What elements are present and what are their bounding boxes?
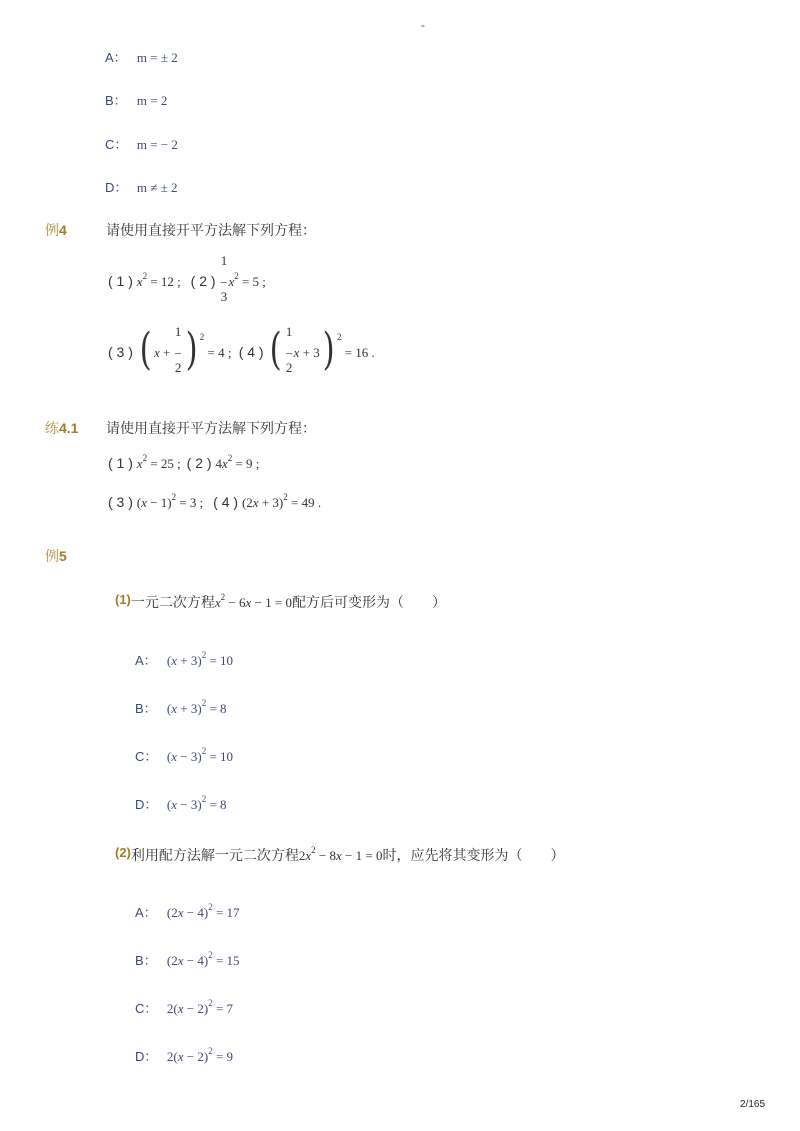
practice-4-1-line-1 (108, 452, 260, 472)
option-sign: + (180, 653, 188, 668)
sub-question-text-post: 时，应先将其变形为（ ） (382, 847, 565, 863)
part-label: ( 3 ) (108, 494, 133, 510)
equation-rhs: = 5 ; (241, 274, 266, 289)
fraction-numerator: 1 (285, 324, 293, 339)
option-label: C： (135, 749, 158, 764)
example-tag: 例 (45, 222, 59, 238)
equation: $x^2 - 6x - 1 = 0$ (214, 591, 292, 610)
sub-question-text-pre: 一元二次方程 (130, 594, 215, 610)
option-rhs: = 15 (215, 953, 240, 968)
example-4-line-1 (108, 253, 266, 305)
option-rhs: = 8 (209, 701, 227, 716)
equation-rhs: = 4 ; (207, 344, 232, 360)
option-label: C： (105, 137, 128, 152)
sub-question-number: (1) (115, 592, 131, 607)
example-4-heading (45, 220, 67, 240)
example-4-prompt: 请使用直接开平方法解下列方程： (106, 222, 316, 238)
sub2-option-b[interactable] (135, 950, 240, 969)
option-rhs: = 7 (215, 1001, 234, 1016)
equation-rhs: = 25 ; (150, 456, 181, 471)
practice-tag: 练 (45, 420, 59, 436)
option-expr: $(x - 3)^2 = 10$ (166, 745, 234, 764)
equation-rhs: = 3 ; (179, 495, 204, 510)
sub1-option-d[interactable] (135, 794, 227, 813)
option-expr: m = 2 (136, 93, 168, 108)
equation: $x^2 = 12$ ; (136, 270, 181, 289)
option-expr: $2(x - 2)^2 = 9$ (166, 1045, 234, 1064)
option-label: D： (135, 797, 158, 812)
option-label: B： (135, 953, 157, 968)
option-label: A： (135, 653, 157, 668)
header-dash: - (421, 18, 425, 32)
option-label: A： (135, 905, 157, 920)
option-label: B： (135, 701, 157, 716)
sub-question-text-pre: 利用配方法解一元二次方程 (130, 847, 299, 863)
equation: $x^2 = 25$ ; (136, 452, 181, 471)
option-expr: $(2x - 4)^2 = 17$ (166, 901, 240, 920)
equation-rhs: = 49 . (291, 495, 322, 510)
part-label: ( 1 ) (108, 273, 133, 289)
option-sign: − (180, 749, 188, 764)
page-number: 2/165 (740, 1099, 766, 1110)
option-sign: − (180, 797, 188, 812)
sub1-option-b[interactable] (135, 698, 227, 717)
equation-rhs: = 12 ; (150, 274, 181, 289)
fraction-denominator: 2 (174, 360, 182, 375)
example-tag: 例 (45, 548, 59, 564)
example-4-line-2 (108, 324, 375, 376)
option-rhs: = 8 (209, 797, 227, 812)
part-label: ( 1 ) (108, 455, 133, 471)
option-rhs: = 17 (215, 905, 240, 920)
practice-4-1-prompt: 请使用直接开平方法解下列方程： (106, 420, 316, 436)
practice-number: 4.1 (59, 420, 79, 436)
option-label: D： (105, 180, 128, 195)
option-expr: $2(x - 2)^2 = 7$ (166, 997, 234, 1016)
sub-question-1 (115, 592, 446, 612)
option-rhs: = 10 (209, 749, 234, 764)
fraction: 1 − 2 (174, 324, 182, 375)
option-expr: $(x - 3)^2 = 8$ (166, 793, 227, 812)
option-rhs: = 10 (209, 653, 234, 668)
sub-question-text-post: 配方后可变形为（ ） (291, 594, 446, 610)
equation: ( x + 1 − 2 ) $^2$ = 4 ; (139, 324, 232, 375)
equation: $(x - 1)^2 = 3$ ; (136, 491, 204, 510)
part-label: ( 4 ) (213, 494, 239, 510)
fraction-denominator: 2 (285, 360, 293, 375)
example-number: 4 (59, 222, 67, 238)
example-5-heading (45, 546, 67, 566)
equation: $4x^2 = 9$ ; (215, 452, 260, 471)
option-c[interactable] (105, 134, 178, 153)
sub1-option-a[interactable] (135, 650, 233, 669)
fraction-denominator: 3 (220, 289, 228, 305)
option-label: A： (105, 50, 127, 65)
part-label: ( 4 ) (238, 343, 264, 360)
option-expr: $(2x - 4)^2 = 15$ (166, 949, 240, 968)
sub2-option-d[interactable] (135, 1046, 233, 1065)
fraction-numerator: 1 (174, 324, 182, 339)
practice-4-1-heading (45, 418, 78, 438)
option-rhs: = 9 (215, 1049, 234, 1064)
part-label: ( 2 ) (186, 455, 212, 471)
sub2-option-a[interactable] (135, 902, 240, 921)
option-expr: m ≠ ± 2 (136, 180, 178, 195)
option-b[interactable] (105, 90, 167, 109)
option-label: D： (135, 1049, 158, 1064)
option-label: B： (105, 93, 127, 108)
option-a[interactable] (105, 47, 178, 66)
option-expr: m = − 2 (136, 137, 178, 152)
equation: $(2x + 3)^2 = 49$ . (241, 491, 322, 510)
part-label: ( 2 ) (190, 273, 216, 289)
option-sign: + (180, 701, 188, 716)
sub-question-number: (2) (115, 845, 131, 860)
equation: $2x^2 - 8x - 1 = 0$ (298, 844, 383, 863)
sub2-option-c[interactable] (135, 998, 233, 1017)
sub-question-2 (115, 845, 564, 865)
equation: 1 − 3 $x^2 = 5$ ; (220, 253, 266, 305)
option-expr: $(x + 3)^2 = 8$ (166, 697, 227, 716)
option-expr: $(x + 3)^2 = 10$ (166, 649, 234, 668)
equation-rhs: = 9 ; (235, 456, 260, 471)
equation: ( 1 − 2 x + 3) $^2$ = 16 . (270, 324, 375, 375)
fraction: 1 − 2 (285, 324, 293, 375)
option-expr: m = ± 2 (136, 50, 178, 65)
fraction-numerator: 1 (220, 253, 228, 269)
part-label: ( 3 ) (108, 343, 133, 360)
practice-4-1-line-2 (108, 491, 322, 511)
fraction: 1 − 3 (220, 253, 228, 305)
option-d[interactable] (105, 177, 178, 196)
sub1-option-c[interactable] (135, 746, 233, 765)
option-label: C： (135, 1001, 158, 1016)
equation-rhs: = 16 . (344, 344, 375, 360)
example-number: 5 (59, 548, 67, 564)
